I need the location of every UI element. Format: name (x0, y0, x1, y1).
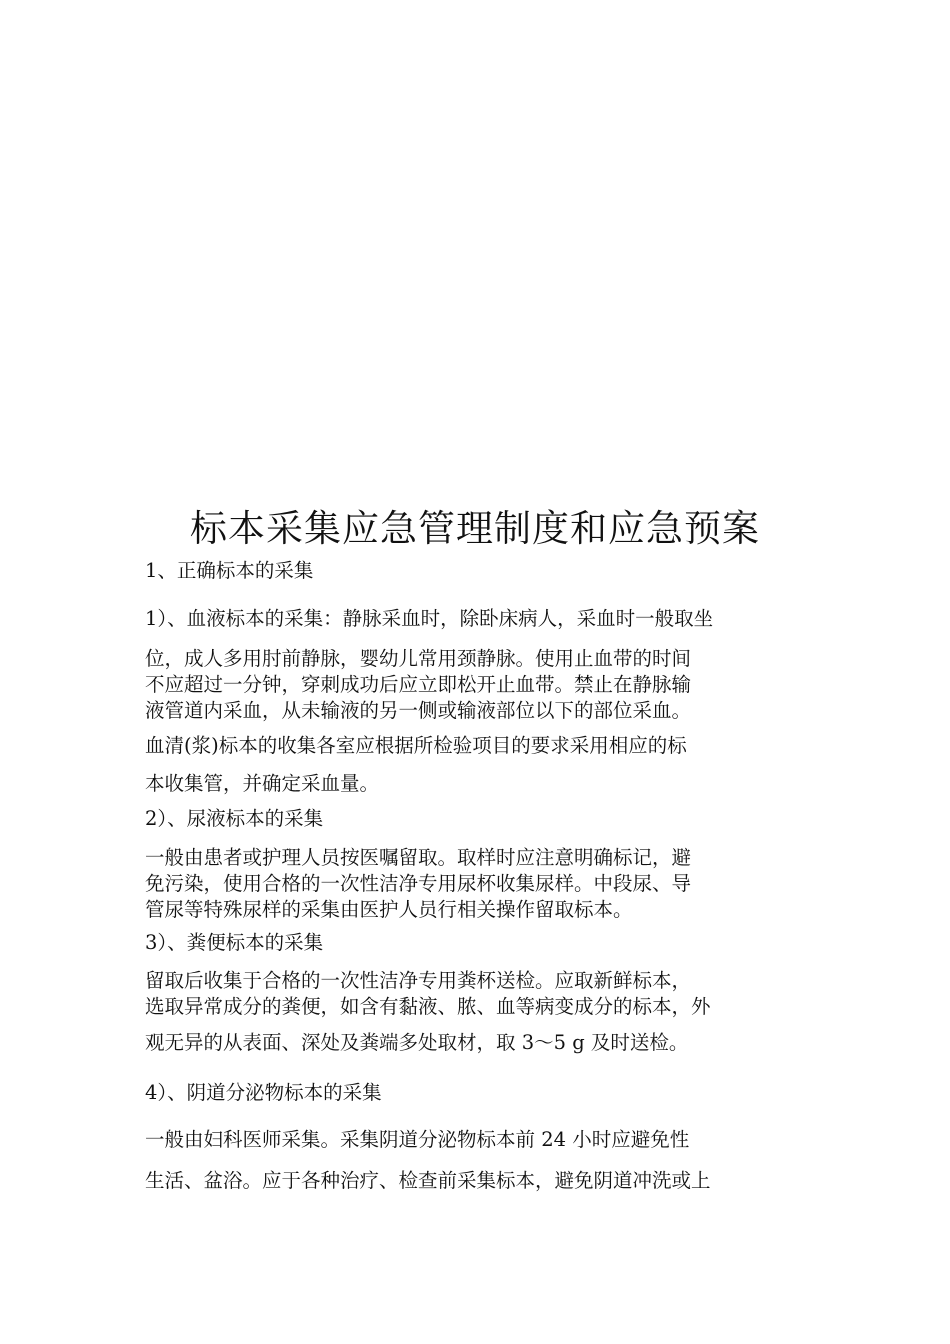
paragraph-line: 位，成人多用肘前静脉，婴幼儿常用颈静脉。使用止血带的时间 (145, 647, 692, 670)
section-heading: 4）、阴道分泌物标本的采集 (145, 1081, 382, 1104)
paragraph-line: 留取后收集于合格的一次性洁净专用粪杯送检。应取新鲜标本， (145, 969, 692, 992)
paragraph-line: 不应超过一分钟，穿刺成功后应立即松开止血带。禁止在静脉输 (145, 673, 692, 696)
paragraph-line: 管尿等特殊尿样的采集由医护人员行相关操作留取标本。 (145, 898, 633, 921)
paragraph-line: 生活、盆浴。应于各种治疗、检查前采集标本，避免阴道冲洗或上 (145, 1169, 711, 1192)
document-title: 标本采集应急管理制度和应急预案 (190, 507, 760, 550)
paragraph-line: 一般由妇科医师采集。采集阴道分泌物标本前 24 小时应避免性 (145, 1128, 690, 1151)
paragraph-line: 一般由患者或护理人员按医嘱留取。取样时应注意明确标记，避 (145, 846, 692, 869)
paragraph-line: 血清(浆)标本的收集各室应根据所检验项目的要求采用相应的标 (145, 734, 687, 757)
section-heading: 2）、尿液标本的采集 (145, 807, 324, 830)
section-heading: 1、正确标本的采集 (145, 559, 314, 582)
paragraph-line: 选取异常成分的粪便，如含有黏液、脓、血等病变成分的标本，外 (145, 995, 711, 1018)
paragraph-line: 观无异的从表面、深处及粪端多处取材，取 3～5 g 及时送检。 (145, 1031, 689, 1054)
paragraph-line: 液管道内采血，从未输液的另一侧或输液部位以下的部位采血。 (145, 699, 692, 722)
paragraph-line: 免污染，使用合格的一次性洁净专用尿杯收集尿样。中段尿、导 (145, 872, 692, 895)
section-heading: 3）、粪便标本的采集 (145, 931, 324, 954)
paragraph-line: 1）、血液标本的采集：静脉采血时，除卧床病人，采血时一般取坐 (145, 607, 714, 630)
paragraph-line: 本收集管，并确定采血量。 (145, 772, 380, 795)
